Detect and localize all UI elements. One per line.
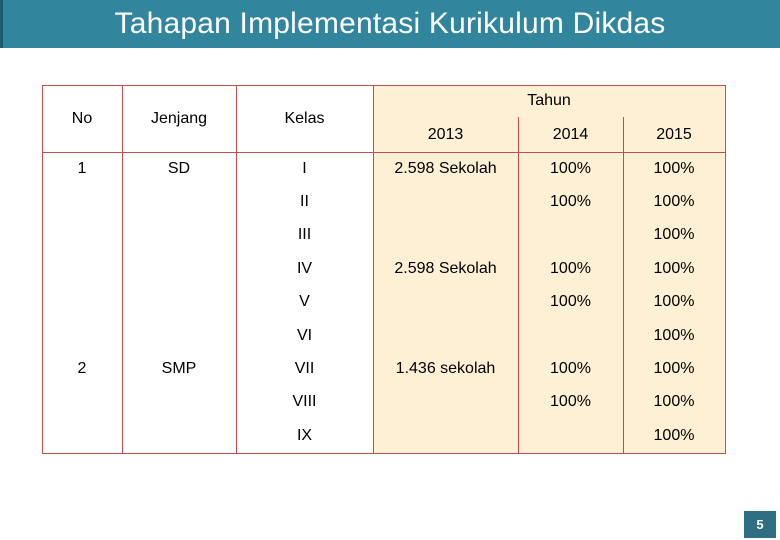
page-number-badge: 5	[744, 511, 776, 538]
table-cell-y2013: 1.436 sekolah	[395, 360, 496, 378]
table-cell-y2013: 2.598 Sekolah	[394, 159, 497, 177]
table-cell-y2015: 100%	[653, 293, 695, 311]
table-cell-y2014: 100%	[550, 259, 591, 277]
header-no: No	[71, 109, 93, 127]
header-tahun: Tahun	[527, 92, 571, 109]
table-cell-y2014: 100%	[550, 393, 591, 411]
table-bottom-border	[42, 453, 726, 454]
page-title: Tahapan Implementasi Kurikulum Dikdas	[114, 7, 666, 40]
year-fill-2013	[373, 152, 518, 453]
table-cell-y2013: 2.598 Sekolah	[394, 259, 497, 277]
table-cell-y2015: 100%	[653, 426, 695, 444]
table-cell-y2014: 100%	[550, 360, 591, 378]
table-cell-jenjang: SD	[167, 159, 191, 177]
table-cell-y2015: 100%	[653, 360, 695, 378]
table-cell-kelas: II	[300, 193, 309, 211]
header-year-2015: 2015	[656, 125, 692, 143]
table-cell-kelas: III	[297, 226, 312, 244]
table-vline	[725, 85, 726, 453]
header-year-2014: 2014	[552, 125, 589, 143]
header-jenjang: Jenjang	[150, 109, 208, 127]
table-cell-y2015: 100%	[653, 259, 695, 277]
header-year-2013: 2013	[427, 125, 464, 143]
table-cell-y2015: 100%	[653, 226, 695, 244]
table-cell-y2015: 100%	[653, 326, 695, 344]
table-cell-kelas: I	[302, 159, 307, 177]
title-bar	[0, 0, 780, 48]
table-cell-kelas: VII	[294, 360, 315, 378]
table-cell-y2014: 100%	[550, 193, 591, 211]
table-cell-y2015: 100%	[653, 393, 695, 411]
table-cell-kelas: VIII	[292, 393, 317, 411]
header-kelas: Kelas	[284, 109, 325, 127]
table-cell-kelas: IV	[296, 259, 313, 277]
table-cell-y2014: 100%	[550, 159, 591, 177]
table-cell-kelas: V	[299, 293, 310, 311]
table-cell-no: 1	[77, 159, 87, 177]
table-cell-y2015: 100%	[653, 193, 695, 211]
table-cell-kelas: VI	[296, 326, 313, 344]
table-cell-jenjang: SMP	[161, 360, 197, 378]
table-cell-kelas: IX	[296, 426, 313, 444]
table-cell-y2015: 100%	[653, 159, 695, 177]
table-cell-y2014: 100%	[550, 293, 591, 311]
table-cell-no: 2	[77, 360, 87, 378]
